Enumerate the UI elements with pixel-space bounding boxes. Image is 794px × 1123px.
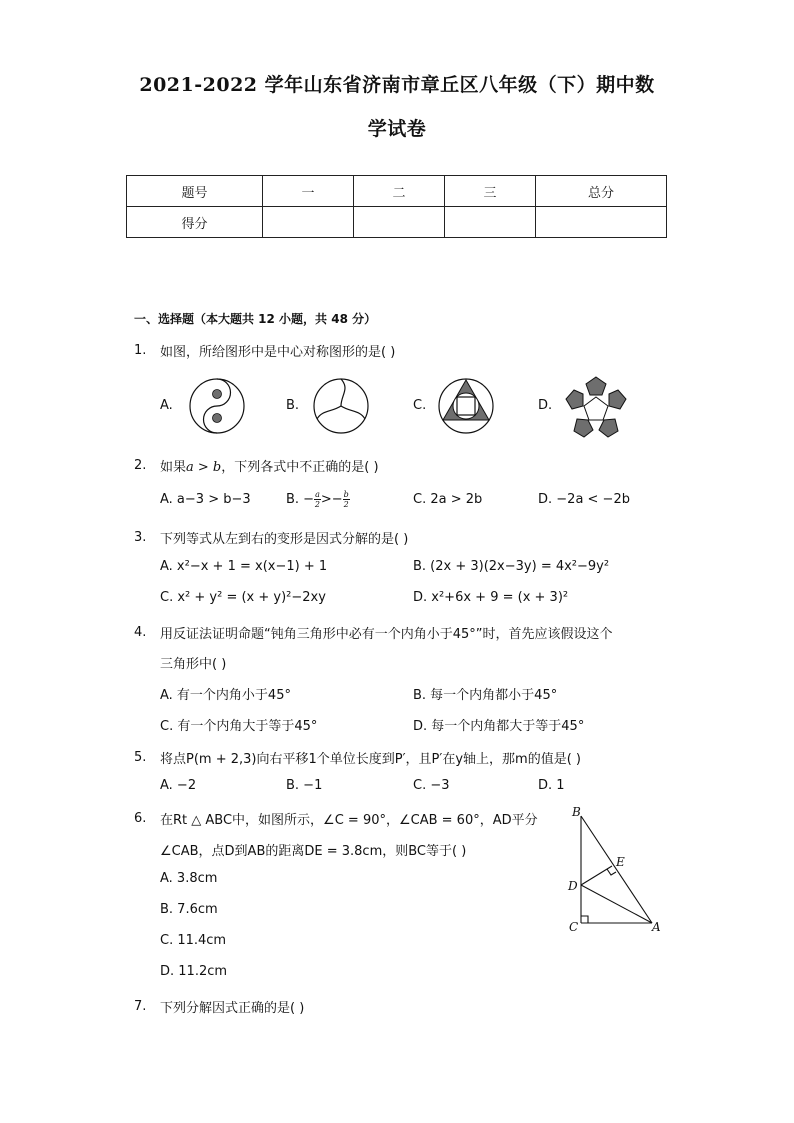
option-b [286,490,350,509]
fraction-numerator: b [343,490,349,499]
question-text: 在Rt △ ABC中，如图所示，∠C = 90°，∠CAB = 60°，AD平分 [160,813,538,828]
question-text: 将点P(m + 2,3)向右平移1个单位长度到P′，且P′在y轴上，那m的值是( ) [160,752,581,767]
question-number: 6. [134,811,147,826]
score-input-cell[interactable] [536,207,667,238]
page-title-line1: 2021-2022 学年山东省济南市章丘区八年级（下）期中数 [139,74,655,96]
fraction-numerator: a [315,490,320,499]
score-input-cell[interactable] [263,207,354,238]
fraction [343,490,350,509]
option-a: A. 有一个内角小于45° [160,688,291,703]
option-d: D. −2a < −2b [538,492,630,507]
option-d: D. x²+6x + 9 = (x + 3)² [413,590,569,605]
vertex-label-b: B [572,805,581,819]
triangle-figure [560,803,670,938]
option-b: B. 7.6cm [160,902,218,917]
yin-yang-figure [188,377,246,435]
option-label: D. [538,398,553,413]
option-text: B. − [286,492,315,507]
option-a: A. x²−x + 1 = x(x−1) + 1 [160,559,328,574]
option-c: C. 11.4cm [160,933,227,948]
question-text: 下列分解因式正确的是( ) [160,1001,305,1016]
option-b: B. −1 [286,778,323,793]
question-number: 1. [134,343,147,358]
right-angle-mark-e [607,869,616,875]
score-row-label: 得分 [127,207,263,238]
option-b: B. 每一个内角都小于45° [413,688,558,703]
fraction-denominator: 2 [314,500,321,509]
question-number: 7. [134,999,147,1014]
question-text: ∠CAB，点D到AB的距离DE = 3.8cm，则BC等于( ) [160,844,467,859]
score-table-header-row [127,176,667,207]
vertex-label-e: E [616,855,625,869]
pentagons-figure [563,375,629,439]
option-c: C. −3 [413,778,450,793]
score-header-cell: 一 [263,176,354,207]
question-text-part: 如果 [160,460,187,475]
option-a: A. a−3 > b−3 [160,492,251,507]
question-number: 3. [134,530,147,545]
option-b: B. (2x + 3)(2x−3y) = 4x²−9y² [413,559,610,574]
math-expression: a > b [186,460,222,475]
vertex-label-d: D [568,879,578,893]
question-text: 如图，所给图形中是中心对称图形的是( ) [160,345,396,360]
question-text-part: ，下列各式中不正确的是( ) [221,460,379,475]
segment-ad [581,885,652,923]
section-heading: 一、选择题（本大题共 12 小题，共 48 分） [134,312,377,326]
score-input-cell[interactable] [445,207,536,238]
question-number: 2. [134,458,147,473]
score-header-cell: 二 [354,176,445,207]
vertex-label-a: A [652,920,661,934]
question-number: 5. [134,750,147,765]
score-header-cell: 总分 [536,176,667,207]
question-text [160,456,379,475]
option-c: C. x² + y² = (x + y)²−2xy [160,590,326,605]
option-d: D. 11.2cm [160,964,228,979]
fraction [314,490,321,509]
option-c: C. 有一个内角大于等于45° [160,719,318,734]
question-text: 下列等式从左到右的变形是因式分解的是( ) [160,532,409,547]
score-header-cell: 三 [445,176,536,207]
question-text: 三角形中( ) [160,657,227,672]
option-d: D. 每一个内角都大于等于45° [413,719,585,734]
score-table-row [127,207,667,238]
segment-ba [581,816,652,923]
option-a: A. −2 [160,778,197,793]
swirl-figure [312,377,370,435]
option-label: C. [413,398,427,413]
question-number: 4. [134,625,147,640]
circle-triangle-square-figure [437,377,495,435]
question-text: 用反证法证明命题“钝角三角形中必有一个内角小于45°”时，首先应该假设这个 [160,627,613,642]
option-a: A. 3.8cm [160,871,218,886]
option-label: B. [286,398,300,413]
fraction-denominator: 2 [343,500,349,509]
vertex-label-c: C [569,920,579,934]
option-d: D. 1 [538,778,565,793]
score-header-cell: 题号 [127,176,263,207]
score-table [126,175,667,238]
score-input-cell[interactable] [354,207,445,238]
option-label: A. [160,398,173,413]
right-angle-mark-c [581,916,588,923]
option-text: >− [320,492,343,507]
option-c: C. 2a > 2b [413,492,483,507]
page-title-line2: 学试卷 [367,118,427,140]
